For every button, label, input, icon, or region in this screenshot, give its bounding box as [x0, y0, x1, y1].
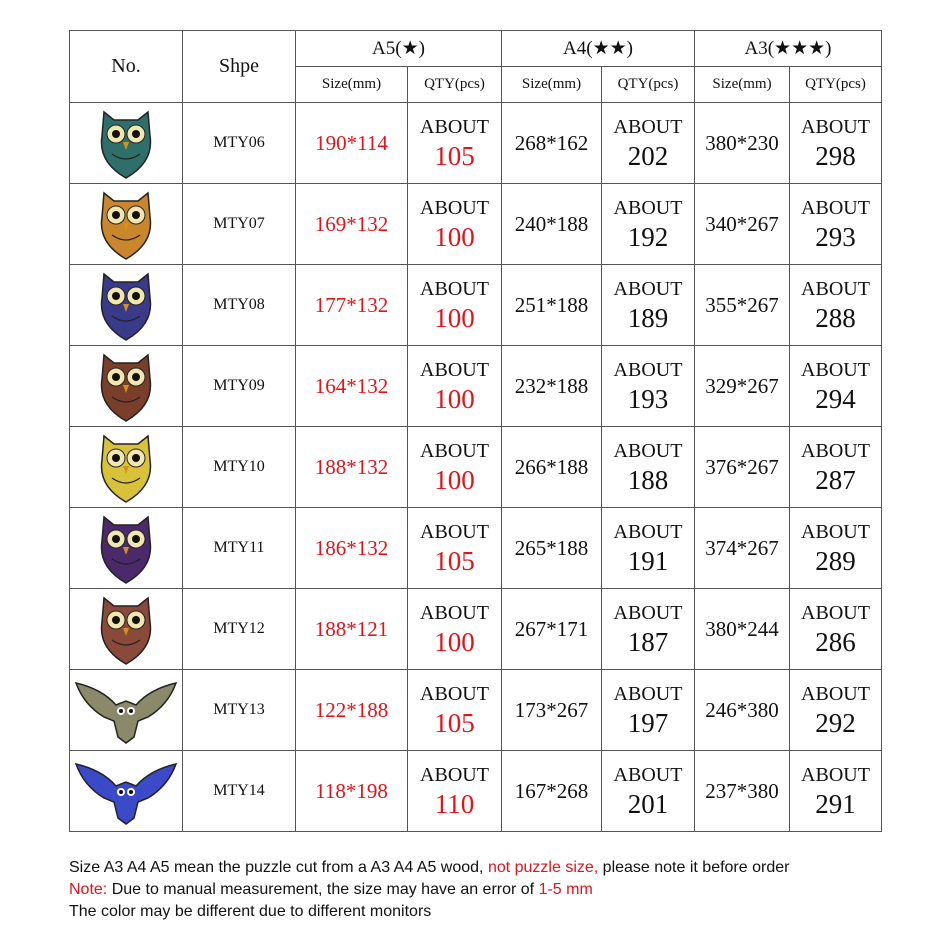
qty-value: 100	[434, 383, 475, 414]
note-line-1: Size A3 A4 A5 mean the puzzle cut from a A3 A4 A5 wood, not puzzle size, please note it before order	[69, 859, 790, 876]
qty-value: 293	[815, 221, 856, 252]
a5-size: 122*188	[296, 670, 408, 751]
qty-value: 100	[434, 626, 475, 657]
spec-table	[69, 30, 882, 832]
a3-qty	[790, 508, 882, 589]
about-label: ABOUT	[801, 358, 870, 381]
a5-size: 190*114	[296, 103, 408, 184]
about-label: ABOUT	[613, 682, 683, 705]
a4-size: 265*188	[502, 508, 602, 589]
a3-qty	[790, 427, 882, 508]
a4-size: 268*162	[502, 103, 602, 184]
model-code: MTY12	[183, 589, 296, 670]
qty-value: 298	[815, 140, 856, 171]
about-label: ABOUT	[613, 277, 683, 300]
about-label: ABOUT	[801, 277, 870, 300]
a3-qty	[790, 184, 882, 265]
qty-value: 100	[434, 221, 475, 252]
model-code: MTY06	[183, 103, 296, 184]
header-a3-qty: QTY(pcs)	[790, 67, 882, 103]
a5-size: 188*121	[296, 589, 408, 670]
a4-size: 173*267	[502, 670, 602, 751]
about-label: ABOUT	[613, 439, 683, 462]
a3-qty	[790, 346, 882, 427]
qty-value: 105	[434, 140, 475, 171]
shape-image-cell	[70, 508, 183, 589]
a4-qty	[602, 589, 695, 670]
about-label: ABOUT	[420, 682, 489, 705]
qty-value: 202	[627, 140, 669, 171]
a3-size: 329*267	[695, 346, 790, 427]
a4-size: 251*188	[502, 265, 602, 346]
about-label: ABOUT	[420, 601, 489, 624]
shape-image-cell	[70, 265, 183, 346]
a4-qty	[602, 346, 695, 427]
a5-qty	[408, 103, 502, 184]
a4-qty	[602, 427, 695, 508]
qty-value: 188	[627, 464, 669, 495]
a3-size: 376*267	[695, 427, 790, 508]
owl-icon	[70, 349, 182, 423]
model-code: MTY09	[183, 346, 296, 427]
model-code: MTY14	[183, 751, 296, 832]
qty-value: 291	[815, 788, 856, 819]
qty-value: 287	[815, 464, 856, 495]
note-line-2: Note: Due to manual measurement, the size may have an error of 1-5 mm	[69, 881, 593, 898]
a5-qty	[408, 427, 502, 508]
qty-value: 294	[815, 383, 856, 414]
a4-size: 266*188	[502, 427, 602, 508]
shape-image-cell	[70, 670, 183, 751]
table-row	[70, 751, 882, 832]
a3-size: 374*267	[695, 508, 790, 589]
about-label: ABOUT	[801, 601, 870, 624]
table-row	[70, 103, 882, 184]
a5-qty	[408, 589, 502, 670]
about-label: ABOUT	[801, 439, 870, 462]
about-label: ABOUT	[613, 763, 683, 786]
header-a5-qty: QTY(pcs)	[408, 67, 502, 103]
a5-size: 177*132	[296, 265, 408, 346]
a5-qty	[408, 508, 502, 589]
table-row	[70, 589, 882, 670]
a3-size: 380*244	[695, 589, 790, 670]
model-code: MTY10	[183, 427, 296, 508]
qty-value: 201	[627, 788, 669, 819]
header-a5: A5(★)	[296, 31, 502, 67]
owl-icon	[70, 430, 182, 504]
a4-size: 240*188	[502, 184, 602, 265]
table-row	[70, 265, 882, 346]
owl-icon	[70, 511, 182, 585]
a3-size: 355*267	[695, 265, 790, 346]
a5-size: 118*198	[296, 751, 408, 832]
a4-size: 232*188	[502, 346, 602, 427]
owl-icon	[70, 268, 182, 342]
table-row	[70, 670, 882, 751]
qty-value: 189	[627, 302, 669, 333]
about-label: ABOUT	[801, 682, 870, 705]
a4-size: 267*171	[502, 589, 602, 670]
shape-image-cell	[70, 589, 183, 670]
a5-qty	[408, 184, 502, 265]
header-a4-size: Size(mm)	[502, 67, 602, 103]
qty-value: 100	[434, 302, 475, 333]
a3-size: 340*267	[695, 184, 790, 265]
a3-size: 380*230	[695, 103, 790, 184]
a3-qty	[790, 670, 882, 751]
a5-qty	[408, 346, 502, 427]
qty-value: 197	[627, 707, 669, 738]
a4-qty	[602, 184, 695, 265]
shape-image-cell	[70, 184, 183, 265]
about-label: ABOUT	[613, 358, 683, 381]
qty-value: 289	[815, 545, 856, 576]
about-label: ABOUT	[420, 277, 489, 300]
qty-value: 286	[815, 626, 856, 657]
about-label: ABOUT	[420, 196, 489, 219]
qty-value: 192	[627, 221, 669, 252]
a4-qty	[602, 103, 695, 184]
model-code: MTY11	[183, 508, 296, 589]
about-label: ABOUT	[613, 196, 683, 219]
header-a4: A4(★★)	[502, 31, 695, 67]
a3-qty	[790, 589, 882, 670]
a4-size: 167*268	[502, 751, 602, 832]
about-label: ABOUT	[420, 358, 489, 381]
owl-icon	[70, 592, 182, 666]
a3-qty	[790, 103, 882, 184]
table-row	[70, 184, 882, 265]
qty-value: 100	[434, 464, 475, 495]
model-code: MTY08	[183, 265, 296, 346]
owl-flying-icon	[70, 756, 182, 826]
about-label: ABOUT	[801, 520, 870, 543]
owl-icon	[70, 187, 182, 261]
model-code: MTY13	[183, 670, 296, 751]
a4-qty	[602, 670, 695, 751]
notes	[69, 857, 789, 923]
about-label: ABOUT	[420, 115, 489, 138]
owl-flying-icon	[70, 675, 182, 745]
header-a3-size: Size(mm)	[695, 67, 790, 103]
a5-qty	[408, 670, 502, 751]
a3-qty	[790, 751, 882, 832]
qty-value: 187	[627, 626, 669, 657]
shape-image-cell	[70, 751, 183, 832]
about-label: ABOUT	[420, 520, 489, 543]
qty-value: 105	[434, 545, 475, 576]
a5-size: 169*132	[296, 184, 408, 265]
about-label: ABOUT	[613, 115, 683, 138]
header-a5-size: Size(mm)	[296, 67, 408, 103]
about-label: ABOUT	[801, 115, 870, 138]
qty-value: 292	[815, 707, 856, 738]
about-label: ABOUT	[613, 601, 683, 624]
qty-value: 105	[434, 707, 475, 738]
a4-qty	[602, 265, 695, 346]
about-label: ABOUT	[801, 196, 870, 219]
table-row	[70, 427, 882, 508]
a4-qty	[602, 751, 695, 832]
shape-image-cell	[70, 346, 183, 427]
about-label: ABOUT	[420, 439, 489, 462]
table-row	[70, 508, 882, 589]
about-label: ABOUT	[801, 763, 870, 786]
a5-size: 164*132	[296, 346, 408, 427]
a5-size: 188*132	[296, 427, 408, 508]
qty-value: 193	[627, 383, 669, 414]
about-label: ABOUT	[420, 763, 489, 786]
header-shape: Shpe	[183, 31, 296, 103]
note-line-3: The color may be different due to different monitors	[69, 903, 432, 920]
a4-qty	[602, 508, 695, 589]
about-label: ABOUT	[613, 520, 683, 543]
qty-value: 110	[434, 788, 475, 819]
table-row	[70, 346, 882, 427]
a5-qty	[408, 751, 502, 832]
header-a3: A3(★★★)	[695, 31, 882, 67]
header-a4-qty: QTY(pcs)	[602, 67, 695, 103]
a5-size: 186*132	[296, 508, 408, 589]
a3-size: 246*380	[695, 670, 790, 751]
a5-qty	[408, 265, 502, 346]
header-no: No.	[70, 31, 183, 103]
owl-icon	[70, 106, 182, 180]
qty-value: 288	[815, 302, 856, 333]
shape-image-cell	[70, 427, 183, 508]
a3-qty	[790, 265, 882, 346]
shape-image-cell	[70, 103, 183, 184]
qty-value: 191	[627, 545, 669, 576]
model-code: MTY07	[183, 184, 296, 265]
a3-size: 237*380	[695, 751, 790, 832]
